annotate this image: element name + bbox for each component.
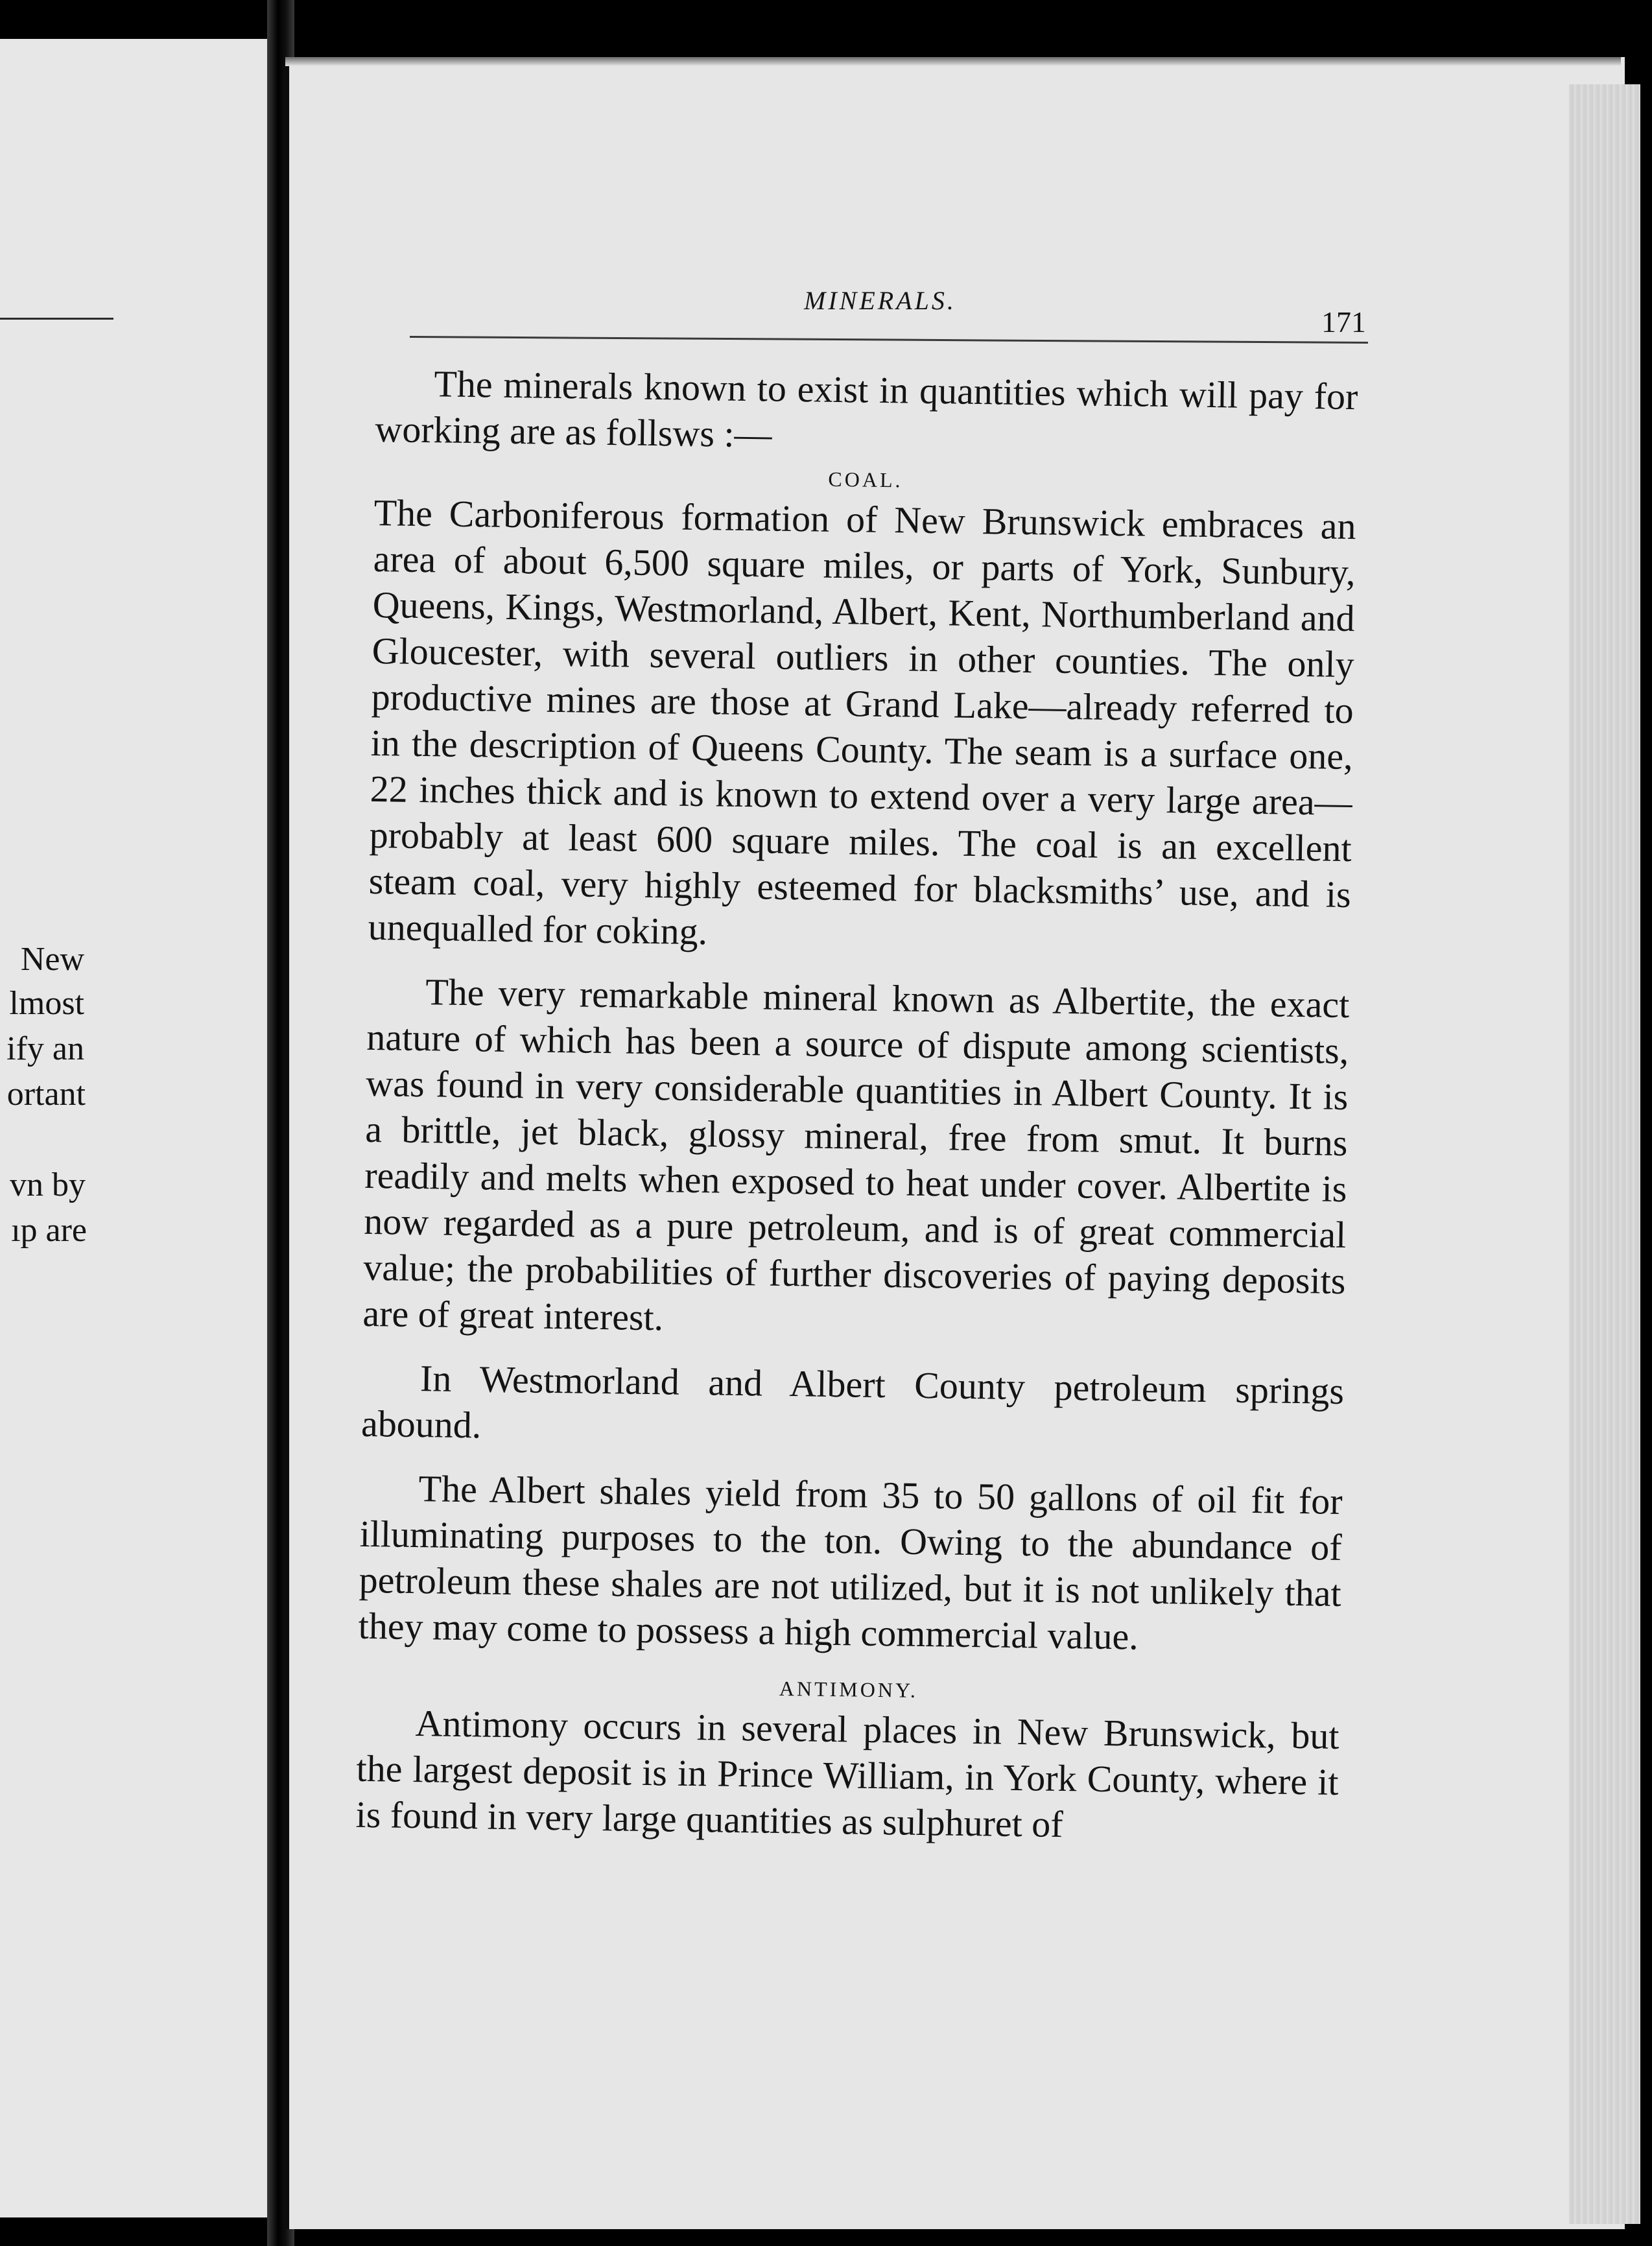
left-fragment: ıp are — [11, 1212, 87, 1249]
left-fragment: New — [20, 941, 84, 978]
left-page-rule — [0, 318, 113, 320]
paragraph: Antimony occurs in several places in New Brunswick, but the largest deposit is in Prince William, in York County, where it is found in very large quantities as sulphuret of — [355, 1702, 1339, 1846]
paragraph: The Carboniferous formation of New Brunswick embraces an area of about 6,500 square miles, or parts of York, Sunbury, Queens, Kings, Westmorland, Albert, Kent, Northumberland and Gloucester, with several outliers in other counties. The only productive mines are those at Grand Lake—already referred to in the description of Queens County. The seam is a surface one, 22 inches thick and is known to extend over a very large area—probably at least 600 square miles. The coal is an excellent steam coal, very highly esteemed for blacksmiths’ use, and is unequalled for coking. — [368, 491, 1357, 953]
intro-paragraph: The minerals known to exist in quantities which will pay for working are as follsws :— — [375, 362, 1358, 456]
paragraph: In Westmorland and Albert County petroleum springs abound. — [360, 1357, 1345, 1447]
facing-page-left — [0, 39, 267, 2217]
page-stack-edge — [1569, 84, 1640, 2224]
page-top-shadow — [285, 57, 1621, 66]
left-fragment: ortant — [6, 1076, 86, 1113]
paragraph: The very remarkable mineral known as Albertite, the exact nature of which has been a source of dispute among scientists, was found in very considerable quantities in Albert County. It is a brittle, jet black, glossy mineral, free from smut. It burns readily and melts when exposed to heat under cover. Albertite is now regarded as a pure petroleum, and is of great commercial value; the probabilities of further discoveries of paying deposits are of great interest. — [362, 971, 1350, 1339]
left-fragment: ify an — [6, 1030, 84, 1067]
left-fragment: lmost — [9, 985, 84, 1022]
section-heading-antimony: ANTIMONY. — [779, 1676, 919, 1702]
page-body — [355, 360, 1358, 1851]
page-number: 171 — [1321, 305, 1366, 338]
left-fragment: vn by — [10, 1166, 86, 1203]
running-head: MINERALS. — [804, 286, 956, 315]
paragraph: The Albert shales yield from 35 to 50 gallons of oil fit for illuminating purposes to the ton. Owing to the abundance of petroleum these shales are not utilized, but it is not unlikely that they may come to possess a high commercial value. — [358, 1467, 1343, 1658]
section-heading-coal: COAL. — [828, 467, 903, 492]
